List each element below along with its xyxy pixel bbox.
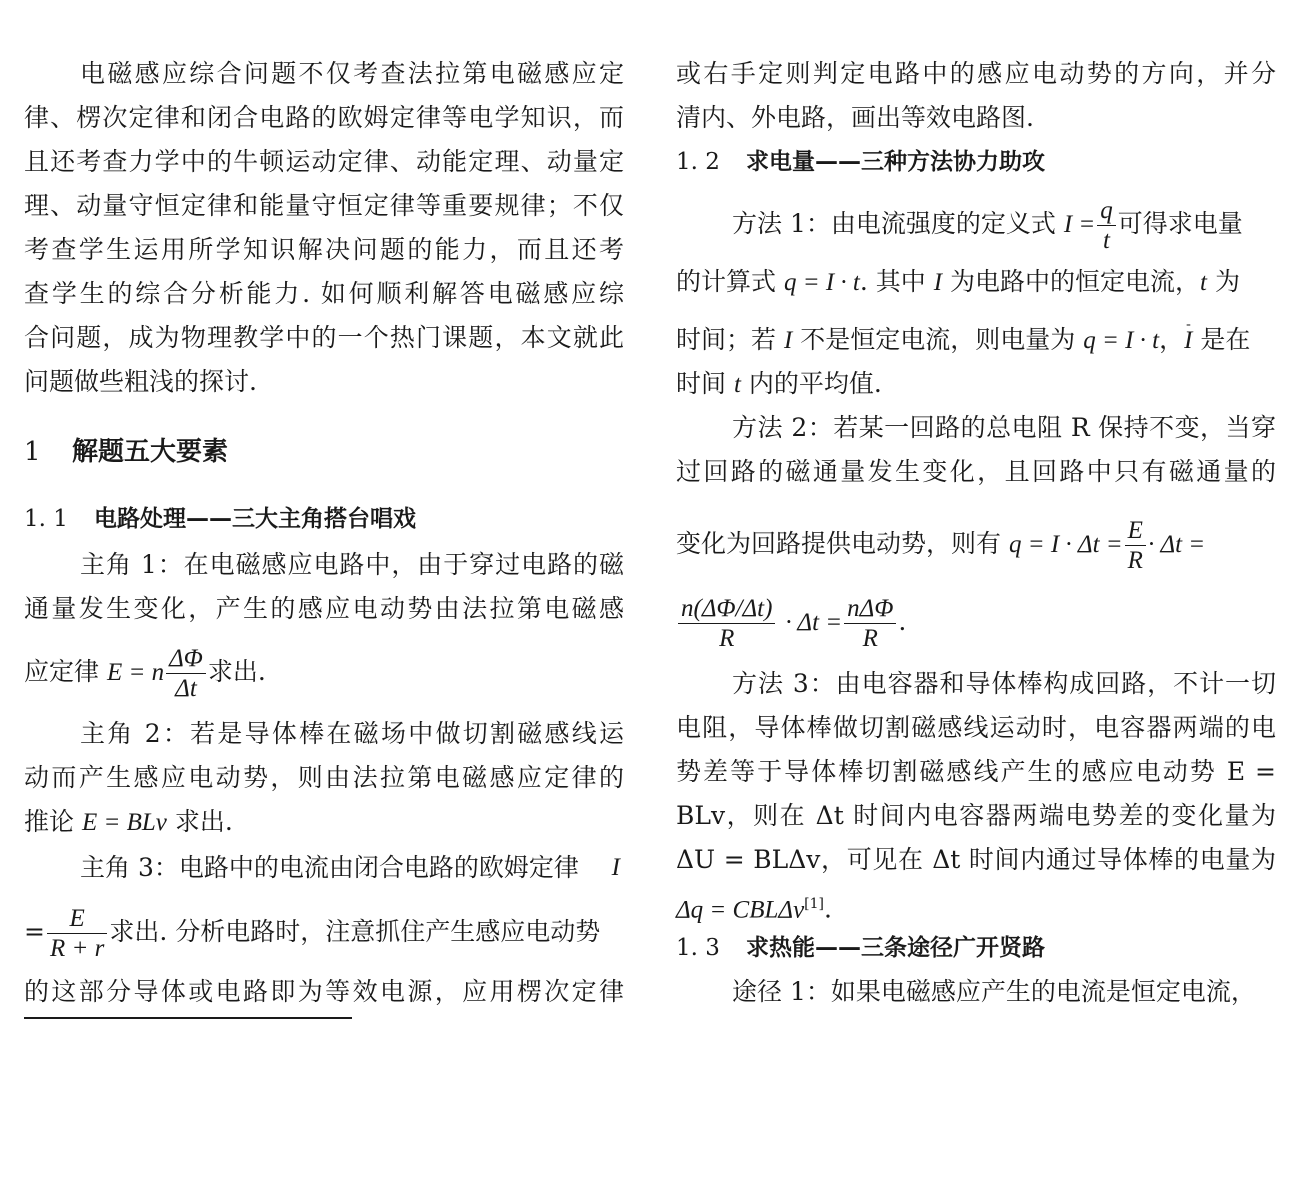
role1-line-2: 通量发生变化，产生的感应电动势由法拉第电磁感 [24,594,624,623]
section-1-2-number: 1. 2 [676,149,720,175]
method1-l3-end: 是在 [1200,325,1251,354]
method3-end: . [824,894,832,924]
method3-line-2: 电阻，导体棒做切割磁感线运动时，电容器两端的电 [676,713,1276,742]
path1-line-1: 途径 1：如果电磁感应产生的电流是恒定电流， [732,977,1256,1006]
method1-lhs: I = [1063,211,1096,238]
section-1-3-heading [676,926,1045,970]
method2-formula-line [676,512,1205,576]
intro-line-3: 且还考查力学中的牛顿运动定律、动能定理、动量定 [24,147,624,176]
role1-formula-suffix: 求出. [207,657,266,686]
method3-formula: Δq = CBLΔv [676,896,805,924]
method1-l3-sep: ， [1159,325,1185,354]
role3-var-i: I [611,854,620,881]
method2-pre: 变化为回路提供电动势，则有 [676,529,1002,558]
method1-l3-formula: q = I · t [1083,327,1160,354]
role3-text: 主角 3：电路中的电流由闭合电路的欧姆定律 [80,853,579,882]
method2-line-1: 方法 2：若某一回路的总电阻 R 保持不变，当穿 [732,413,1276,442]
method2-fraction-2-numerator: n(ΔΦ/Δt) [678,595,775,625]
method2-fraction [1125,517,1146,575]
section-1-title: 解题五大要素 [72,437,229,467]
intro-line-1: 电磁感应综合问题不仅考查法拉第电磁感应定 [80,59,624,88]
method1-line-4 [676,362,882,406]
method1-l4-post: 内的平均值. [748,369,882,398]
cont-line-2: 清内、外电路，画出等效电路图. [676,103,1034,132]
section-1-2-heading [676,140,1045,184]
method1-l3-mid: 不是恒定电流，则电量为 [800,325,1076,354]
role3-formula-line [24,900,600,964]
role2-line-3 [24,800,233,844]
method3-line-1: 方法 3：由电容器和导体棒构成回路，不计一切 [732,669,1276,698]
method1-text: 方法 1：由电流强度的定义式 [732,209,1056,238]
role1-formula-lhs: E = n [106,659,165,686]
method1-l4-var: t [733,371,741,398]
role3-line-1 [80,846,624,890]
method3-line-5: ΔU = BLΔv，可见在 Δt 时间内通过导体棒的电量为 [676,845,1276,874]
method3-line-4: BLv，则在 Δt 时间内电容器两端电势差的变化量为 [676,801,1276,830]
role3-fraction [47,905,107,963]
method1-line-1 [732,192,1243,256]
section-1-1-title: 电路处理——三大主角搭台唱戏 [94,506,416,532]
role2-formula: E = BLv [81,809,167,836]
intro-line-2: 律、楞次定律和闭合电路的欧姆定律等电学知识，而 [24,103,624,132]
section-1-1-number: 1. 1 [24,506,68,532]
method1-fraction [1097,197,1116,255]
method2-fraction-denominator: R [1127,547,1143,574]
role1-line-1: 主角 1：在电磁感应电路中，由于穿过电路的磁 [80,550,624,579]
method2-end: . [898,607,907,636]
intro-line-4: 理、动量守恒定律和能量守恒定律等重要规律；不仅 [24,191,624,220]
role1-fraction-numerator: ΔΦ [166,645,206,675]
method2-fraction-3-numerator: nΔΦ [844,595,896,625]
method3-line-6 [676,882,832,926]
role1-formula-prefix: 应定律 [24,657,100,686]
method2-fraction-numerator: E [1125,517,1146,547]
intro-line-6: 查学生的综合分析能力. 如何顺利解答电磁感应综 [24,279,624,308]
method2-fraction-2-denominator: R [719,625,735,652]
method1-l4-pre: 时间 [676,369,727,398]
method2-fraction-3-denominator: R [862,625,878,652]
role3-fraction-denominator: R + r [49,935,105,962]
method1-l2-post: 为电路中的恒定电流， [950,267,1201,296]
section-1-3-title: 求热能——三条途径广开贤路 [746,935,1045,961]
method1-l2-var: I [933,269,943,296]
method1-l2-var2: t [1200,269,1207,296]
method2-rhs: · Δt = [1147,531,1206,558]
citation-ref: [1] [804,896,825,912]
role3-formula-suffix: 求出. 分析电路时，注意抓住产生感应电动势 [109,917,601,946]
method1-l3-var2: - I [1184,319,1192,363]
role1-formula-line [24,640,266,704]
method2-fraction-3 [844,595,896,653]
role2-line-2: 动而产生感应电动势，则由法拉第电磁感应定律的 [24,763,624,792]
intro-line-7: 合问题，成为物理教学中的一个热门课题，本文就此 [24,323,624,352]
section-1-heading [24,430,228,474]
method1-l3-pre: 时间；若 [676,325,777,354]
method1-suffix: 可得求电量 [1117,209,1243,238]
intro-line-5: 考查学生运用所学知识解决问题的能力，而且还考 [24,235,624,264]
method1-l2-end: 为 [1214,267,1240,296]
footnote-rule [24,1017,352,1019]
role3-eq: = [24,917,45,946]
method2-mid: · Δt = [785,609,843,636]
method1-fraction-denominator: t [1103,227,1110,254]
role2-last-suffix: 求出. [174,807,233,836]
role2-line-1: 主角 2：若是导体棒在磁场中做切割磁感线运 [80,719,624,748]
role2-last-text: 推论 [24,807,75,836]
cont-line-1: 或右手定则判定电路中的感应电动势的方向，并分 [676,59,1276,88]
method1-l2-formula: q = I · t [783,269,860,296]
section-1-2-title: 求电量——三种方法协力助攻 [746,149,1045,175]
section-1-1-heading [24,497,416,541]
method1-l3-var: I [783,327,793,354]
method2-lhs: q = I · Δt = [1008,531,1123,558]
intro-line-8: 问题做些粗浅的探讨. [24,367,257,396]
method1-line-2 [676,260,1240,304]
role3-fraction-numerator: E [47,905,107,935]
method1-l2-pre: 的计算式 [676,267,777,296]
method3-line-3: 势差等于导体棒切割磁感线产生的感应电动势 E = [676,757,1276,786]
method2-fraction-2 [678,595,775,653]
section-1-3-number: 1. 3 [676,935,720,961]
method1-fraction-numerator: q [1097,197,1116,227]
method2-line-2: 过回路的磁通量发生变化，且回路中只有磁通量的 [676,457,1276,486]
section-1-number: 1 [24,437,41,467]
role1-fraction [166,645,206,703]
method1-line-3 [676,318,1250,362]
role1-fraction-denominator: Δt [175,675,197,702]
method1-l2-mid: . 其中 [859,267,926,296]
method2-formula-line-2 [676,590,906,654]
role3-line-last: 的这部分导体或电路即为等效电源，应用楞次定律 [24,977,624,1006]
